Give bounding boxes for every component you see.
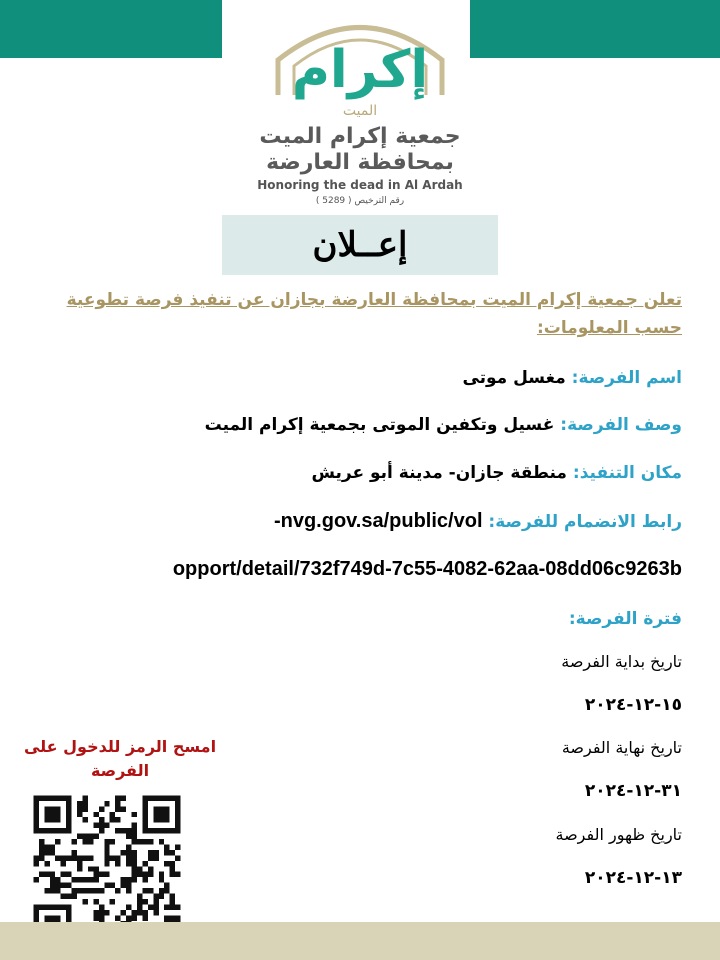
association-name-english: Honoring the dead in Al Ardah (257, 178, 463, 192)
footer-band (0, 922, 720, 960)
opportunity-place-value: منطقة جازان- مدينة أبو عريش (311, 463, 567, 483)
start-date-value: ١٥-١٢-٢٠٢٤ (584, 695, 682, 715)
opportunity-link-row (274, 510, 682, 533)
opportunity-place-label: مكان التنفيذ: (572, 463, 682, 483)
association-logo (240, 0, 480, 215)
header-band-right (470, 0, 720, 58)
opportunity-name-value: مغسل موتى (462, 368, 566, 388)
announcement-title: إعــلان (312, 225, 408, 265)
opportunity-name-row (462, 367, 682, 389)
opportunity-desc-value: غسيل وتكفين الموتى بجمعية إكرام الميت (204, 415, 555, 435)
opportunity-name-label: اسم الفرصة: (571, 368, 682, 388)
opportunity-link-part2[interactable]: opport/detail/732f749d-7c55-4082-62aa-08dd06c9263b (172, 558, 682, 580)
logo-calligraphy: إكرام (291, 40, 429, 100)
opportunity-place-row (311, 462, 682, 484)
scan-instruction: امسح الرمز للدخول على الفرصة (23, 737, 217, 780)
logo-calligraphy-sub: الميت (342, 103, 378, 119)
end-date-value: ٣١-١٢-٢٠٢٤ (584, 781, 682, 801)
header-band-left (0, 0, 222, 58)
license-number: رقم الترخيص ( 5289 ) (315, 196, 405, 206)
start-date-label: تاريخ بداية الفرصة (561, 652, 682, 671)
association-name-line2: بمحافظة العارضة (266, 150, 454, 175)
opportunity-link-part1[interactable]: nvg.gov.sa/public/vol- (273, 510, 483, 532)
opportunity-period-label: فترة الفرصة: (568, 609, 682, 629)
announcement-title-box (222, 215, 498, 275)
intro-text: تعلن جمعية إكرام الميت بمحافظة العارضة بجازان عن تنفيذ فرصة تطوعية حسب المعلومات: (66, 290, 682, 338)
association-name-line1: جمعية إكرام الميت (259, 124, 461, 149)
end-date-label: تاريخ نهاية الفرصة (561, 738, 682, 757)
opportunity-link-label[interactable]: رابط الانضمام للفرصة: (488, 512, 682, 532)
opportunity-desc-row (205, 414, 682, 436)
publish-date-value: ١٣-١٢-٢٠٢٤ (584, 868, 682, 888)
opportunity-period-row (569, 608, 682, 630)
opportunity-desc-label: وصف الفرصة: (560, 415, 682, 435)
publish-date-label: تاريخ ظهور الفرصة (555, 825, 682, 844)
